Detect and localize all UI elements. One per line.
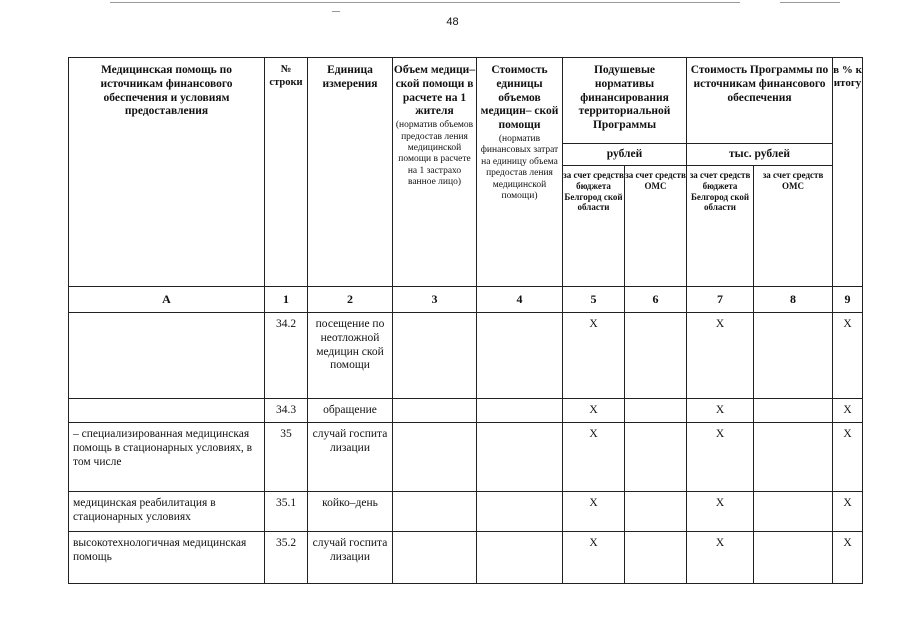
column-label: 3 <box>393 287 477 313</box>
row-percent: Х <box>833 399 863 423</box>
row-name <box>69 313 265 399</box>
row-volume <box>393 399 477 423</box>
row-oms-thousand <box>754 423 833 492</box>
row-percent: Х <box>833 313 863 399</box>
row-volume <box>393 532 477 584</box>
row-budget-thousand: Х <box>687 423 754 492</box>
header-oms-rubles: за счет средств ОМС <box>625 166 687 287</box>
column-label: 4 <box>477 287 563 313</box>
top-scan-line-right <box>780 2 840 3</box>
row-oms-rubles <box>625 399 687 423</box>
header-unit: Единица измерения <box>308 58 393 287</box>
header-oms-thousand: за счет средств ОМС <box>754 166 833 287</box>
row-name: медицинская реабилитация в стационарных условиях <box>69 492 265 532</box>
header-cost <box>477 58 563 287</box>
column-label: 6 <box>625 287 687 313</box>
column-label: 2 <box>308 287 393 313</box>
row-budget-rubles: Х <box>563 532 625 584</box>
column-label: 9 <box>833 287 863 313</box>
row-volume <box>393 492 477 532</box>
row-oms-thousand <box>754 492 833 532</box>
row-volume <box>393 423 477 492</box>
header-program-cost: Стоимость Программы по источникам финансового обеспечения <box>687 58 833 144</box>
row-budget-thousand: Х <box>687 399 754 423</box>
row-oms-thousand <box>754 399 833 423</box>
row-cost <box>477 423 563 492</box>
table-row <box>69 399 863 423</box>
column-label: 1 <box>265 287 308 313</box>
header-cost-title: Стоимость единицы объемов медицин– ской помощи <box>480 64 559 132</box>
row-budget-rubles: Х <box>563 423 625 492</box>
column-number-row <box>69 287 863 313</box>
row-oms-thousand <box>754 313 833 399</box>
row-budget-rubles: Х <box>563 313 625 399</box>
row-unit: случай госпита лизации <box>308 423 393 492</box>
row-budget-thousand: Х <box>687 492 754 532</box>
row-percent: Х <box>833 423 863 492</box>
table-row <box>69 313 863 399</box>
header-volume-title: Объем медици– ской помощи в расчете на 1 жителя <box>393 64 476 118</box>
page-number: 48 <box>446 16 459 28</box>
row-budget-thousand: Х <box>687 313 754 399</box>
row-cost <box>477 313 563 399</box>
row-oms-rubles <box>625 532 687 584</box>
header-budget-rubles: за счет средств бюджета Белгород ской области <box>563 166 625 287</box>
row-oms-rubles <box>625 423 687 492</box>
row-budget-thousand: Х <box>687 532 754 584</box>
column-label: А <box>69 287 265 313</box>
column-label: 5 <box>563 287 625 313</box>
row-unit: обращение <box>308 399 393 423</box>
header-volume-note: (норматив объемов предостав ления медицинской помощи в расчете на 1 застрахо ванное лицо) <box>395 120 474 188</box>
row-name <box>69 399 265 423</box>
column-label: 8 <box>754 287 833 313</box>
header-row-number: № строки <box>265 58 308 287</box>
row-unit: посещение по неотложной медицин ской помощи <box>308 313 393 399</box>
header-volume <box>393 58 477 287</box>
row-budget-rubles: Х <box>563 492 625 532</box>
row-oms-rubles <box>625 492 687 532</box>
row-name: – специализированная медицинская помощь в стационарных условиях, в том числе <box>69 423 265 492</box>
row-number: 34.3 <box>265 399 308 423</box>
table-row <box>69 492 863 532</box>
row-unit: случай госпита лизации <box>308 532 393 584</box>
row-percent: Х <box>833 492 863 532</box>
column-label: 7 <box>687 287 754 313</box>
header-rubles: рублей <box>563 144 687 166</box>
top-scan-line <box>110 2 740 3</box>
row-number: 35 <box>265 423 308 492</box>
row-cost <box>477 399 563 423</box>
table-row <box>69 423 863 492</box>
row-number: 35.1 <box>265 492 308 532</box>
financing-table <box>68 57 863 584</box>
header-thousand-rubles: тыс. рублей <box>687 144 833 166</box>
header-row-top <box>69 58 863 144</box>
header-percent: в % к итогу <box>833 58 863 287</box>
header-budget-thousand: за счет средств бюджета Белгород ской области <box>687 166 754 287</box>
table-row <box>69 532 863 584</box>
header-cost-note: (норматив финансовых затрат на единицу объема предостав ления медицинской помощи) <box>480 133 559 201</box>
row-percent: Х <box>833 532 863 584</box>
row-cost <box>477 532 563 584</box>
row-oms-thousand <box>754 532 833 584</box>
header-medical-care: Медицинская помощь по источникам финансового обеспечения и условиям предоставления <box>69 58 265 287</box>
header-per-capita: Подушевые нормативы финансирования территориальной Программы <box>563 58 687 144</box>
scan-mark <box>332 11 340 12</box>
row-budget-rubles: Х <box>563 399 625 423</box>
row-cost <box>477 492 563 532</box>
row-volume <box>393 313 477 399</box>
row-number: 34.2 <box>265 313 308 399</box>
row-oms-rubles <box>625 313 687 399</box>
row-number: 35.2 <box>265 532 308 584</box>
row-name: высокотехнологичная медицинская помощь <box>69 532 265 584</box>
row-unit: койко–день <box>308 492 393 532</box>
